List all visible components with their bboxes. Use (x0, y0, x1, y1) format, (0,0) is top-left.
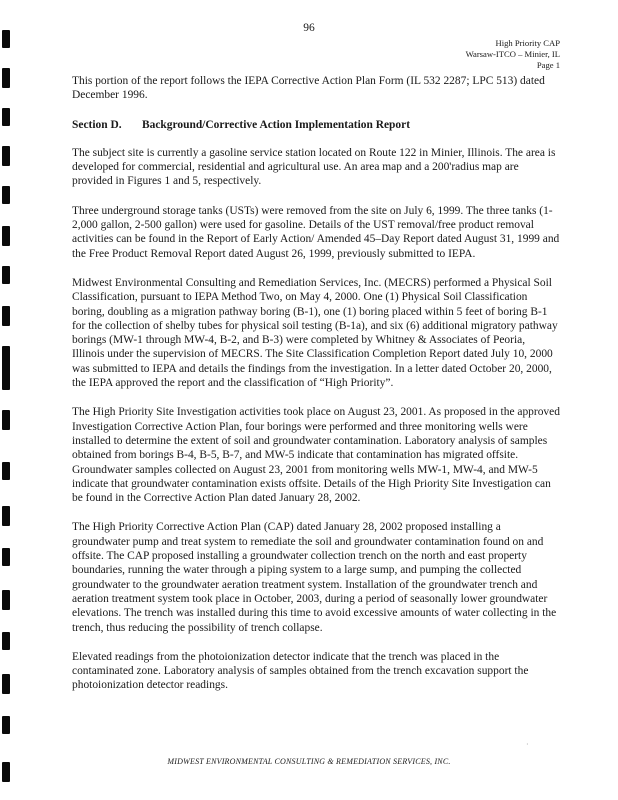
binding-mark (2, 226, 10, 246)
binding-mark (2, 346, 10, 390)
binding-mark (2, 410, 10, 430)
page-number: 96 (303, 22, 315, 34)
binding-mark (2, 716, 10, 734)
intro-paragraph: This portion of the report follows the IEPA Corrective Action Plan Form (IL 532 2287; LPC 513) dated December 1996. (72, 75, 545, 102)
paragraph-site-description: The subject site is currently a gasoline service station located on Route 122 in Minier, Illinois. The area is developed for commercial, residential and agricultural use. An area map and a 200'radius map are provided in Figures 1 and 5, respectively. (72, 146, 556, 188)
scan-artifact: · (526, 740, 529, 749)
paragraph-soil-classification: Midwest Environmental Consulting and Remediation Services, Inc. (MECRS) performed a Physical Soil Classification, pursuant to IEPA Method Two, on May 4, 2000. One (1) Physical Soil Classification boring, doubling as a migration pathway boring (B-1), one (1) boring placed within 5 feet of boring B-1 for the collection of shelby tubes for physical soil testing (B-1a), and six (6) additional migratory pathway borings (MW-1 through MW-4, B-2, and B-3) were completed by Whitney & Associates of Peoria, Illinois under the supervision of MECRS. The Site Classification Completion Report dated July 10, 2000 was submitted to IEPA and details the findings from the investigation. In a letter dated October 20, 2000, the IEPA approved the report and the classification of “High Priority”. (72, 276, 558, 390)
document-header (466, 38, 560, 71)
binding-mark (2, 548, 10, 566)
binding-mark (2, 462, 10, 480)
paragraph-ust-removal: Three underground storage tanks (USTs) were removed from the site on July 6, 1999. The three tanks (1-2,000 gallon, 2-500 gallon) were used for gasoline. Details of the UST removal/free product removal activities can be found in the Report of Early Action/ Amended 45–Day Report dated August 31, 1999 and the Free Product Removal Report dated August 26, 1999, previously submitted to IEPA. (72, 204, 560, 260)
binding-mark (2, 68, 10, 88)
binding-mark (2, 632, 10, 650)
binding-mark (2, 506, 10, 526)
binding-mark (2, 590, 10, 610)
binding-marks (0, 0, 14, 800)
header-page: Page 1 (536, 60, 560, 70)
section-title: Background/Corrective Action Implementation Report (142, 118, 411, 131)
header-site: Warsaw-ITCO – Minier, IL (465, 49, 560, 59)
binding-mark (2, 108, 10, 126)
binding-mark (2, 306, 10, 326)
binding-mark (2, 674, 10, 694)
paragraph-cap: The High Priority Corrective Action Plan (CAP) dated January 28, 2002 proposed installing a groundwater pump and treat system to remediate the soil and groundwater contamination found on and offsite. The CAP proposed installing a groundwater collection trench on the north and east property boundaries, running the water through a piping system to a large sump, and pumping the collected groundwater to the groundwater aeration treatment system. Installation of the groundwater trench and aeration treatment system took place in October, 2003, during a period of seasonally lower groundwater elevations. The trench was installed during this time to avoid excessive amounts of water collecting in the trench, thus reducing the possibility of trench collapse. (72, 521, 557, 634)
header-title: High Priority CAP (495, 38, 560, 48)
paragraph-site-investigation: The High Priority Site Investigation activities took place on August 23, 2001. As proposed in the approved Investigation Corrective Action Plan, four borings were performed and three monitoring wells were installed to determine the extent of soil and groundwater contamination. Laboratory analysis of samples obtained from borings B-4, B-5, B-7, and MW-5 indicate that contamination has migrated offsite. Groundwater samples collected on August 23, 2001 from monitoring wells MW-1, MW-4, and MW-5 indicate that groundwater contamination exists offsite. Details of the High Priority Site Investigation can be found in the Corrective Action Plan dated January 28, 2002. (72, 406, 560, 505)
binding-mark (2, 146, 10, 166)
binding-mark (2, 266, 10, 284)
section-label: Section D. (72, 118, 122, 131)
paragraph-photoionization: Elevated readings from the photoionization detector indicate that the trench was placed in the contaminated zone. Laboratory analysis of samples obtained from the trench excavation support the photoionization detector readings. (72, 650, 529, 692)
binding-mark (2, 186, 10, 204)
document-body (72, 74, 560, 708)
section-heading (72, 118, 560, 132)
page-footer: MIDWEST ENVIRONMENTAL CONSULTING & REMEDIATION SERVICES, INC. (167, 757, 451, 766)
